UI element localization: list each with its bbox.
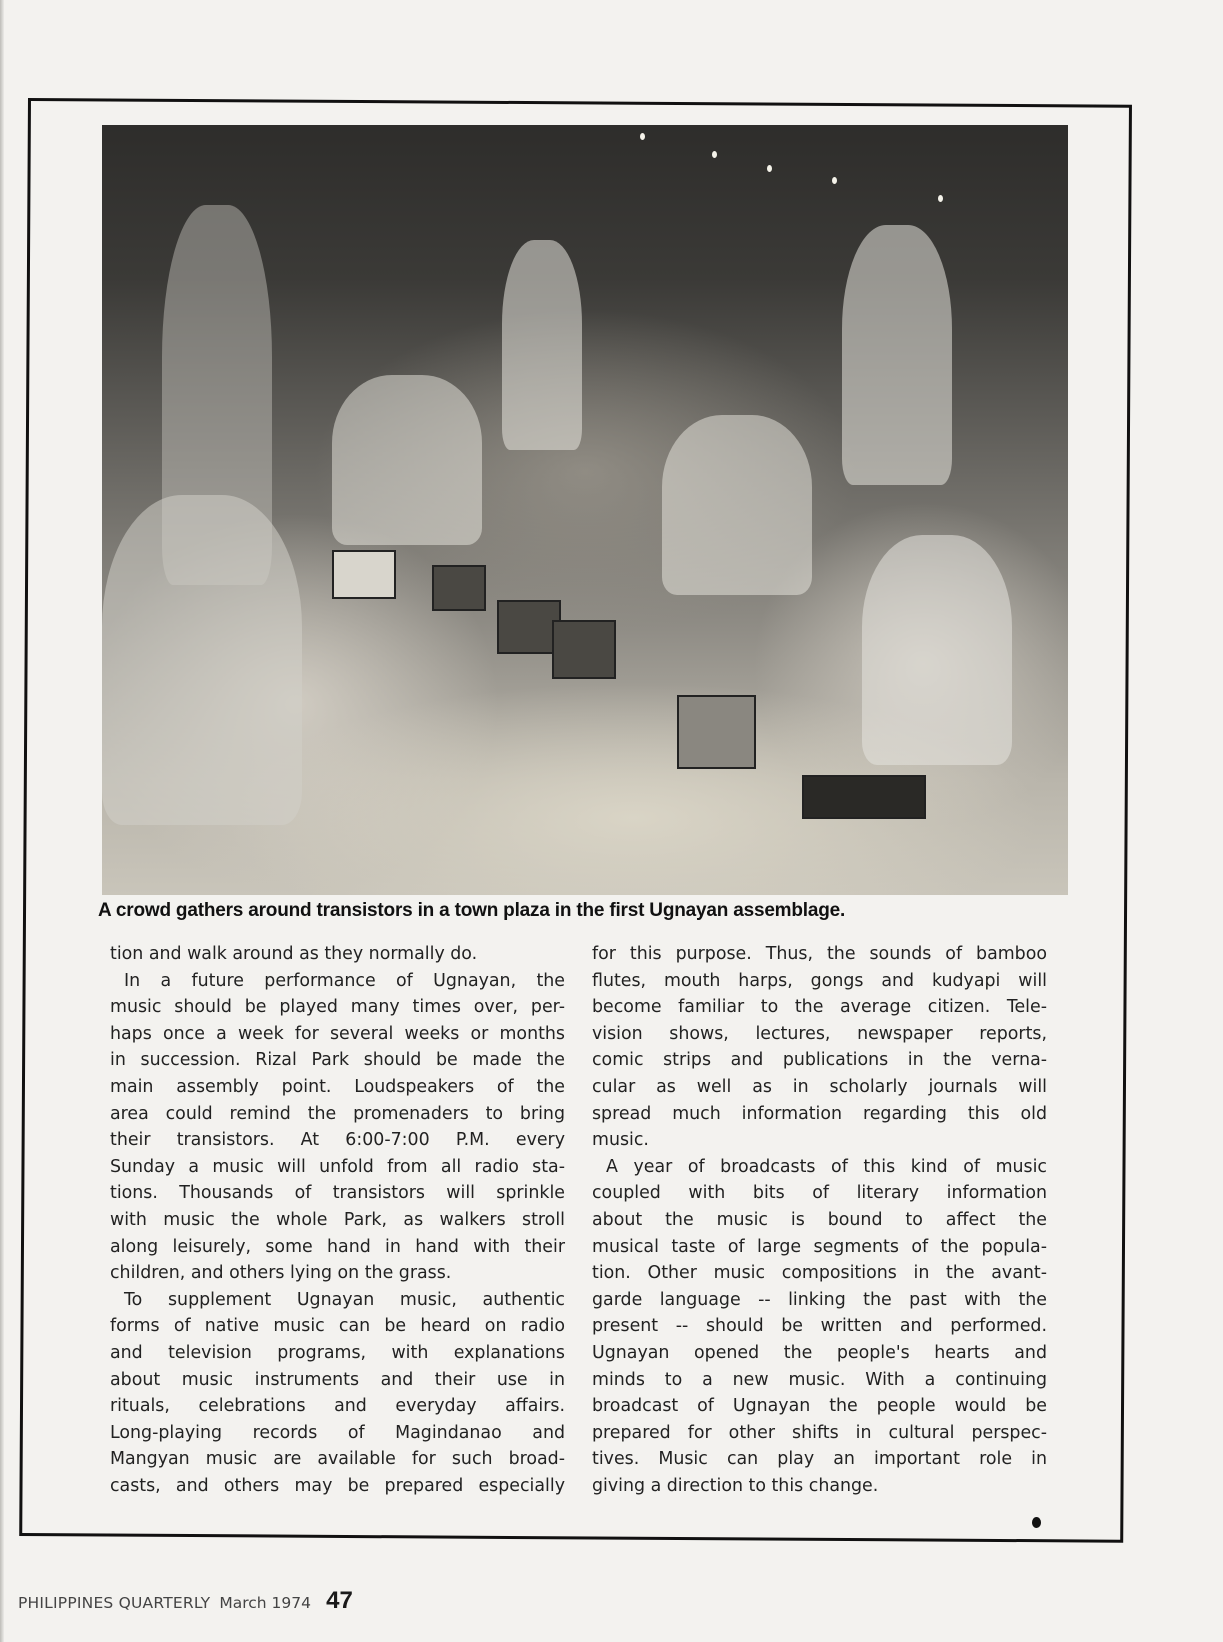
article-column-right [592, 941, 1047, 1499]
text-line: main assembly point. Loudspeakers of the [110, 1076, 565, 1097]
text-line: comic strips and publications in the verna- [592, 1050, 1047, 1071]
kneeling-youth-figure [862, 535, 1012, 765]
text-line: A year of broadcasts of this kind of music [606, 1156, 1047, 1177]
transistor-radio [332, 550, 396, 599]
text-line: music. [592, 1130, 649, 1151]
text-line: along leisurely, some hand in hand with their [110, 1236, 565, 1257]
man-arms-crossed-figure [842, 225, 952, 485]
text-line: in succession. Rizal Park should be made the [110, 1050, 565, 1071]
text-line: and television programs, with explanations [110, 1342, 565, 1363]
seated-boys-figure [332, 375, 482, 545]
woman-in-dress-figure [502, 240, 582, 450]
text-line: giving a direction to this change. [592, 1475, 879, 1496]
text-line: tives. Music can play an important role in [592, 1449, 1047, 1470]
text-line: area could remind the promenaders to bring [110, 1103, 565, 1124]
light-bulb [712, 151, 717, 158]
bullet-end-mark-icon [1032, 1517, 1041, 1528]
crowd-photo [102, 125, 1068, 895]
text-line: about the music is bound to affect the [592, 1209, 1047, 1230]
text-line: tions. Thousands of transistors will sprinkle [110, 1183, 565, 1204]
transistor-radio [432, 565, 486, 611]
light-bulb [938, 195, 943, 202]
transistor-radio [552, 620, 616, 679]
text-line: Sunday a music will unfold from all radio sta- [110, 1156, 565, 1177]
publication-name: PHILIPPINES QUARTERLY [18, 1594, 211, 1612]
seated-men-figure [662, 415, 812, 595]
text-line: forms of native music can be heard on radio [110, 1316, 565, 1337]
text-line: cular as well as in scholarly journals will [592, 1076, 1047, 1097]
text-line: prepared for other shifts in cultural perspec- [592, 1422, 1047, 1443]
text-line: tion. Other music compositions in the avant- [592, 1263, 1047, 1284]
light-bulb [832, 177, 837, 184]
text-line: present -- should be written and performed. [592, 1316, 1047, 1337]
text-line: for this purpose. Thus, the sounds of bamboo [592, 944, 1047, 964]
page-number: 47 [326, 1587, 353, 1614]
text-line: garde language -- linking the past with the [592, 1289, 1047, 1310]
text-line: minds to a new music. With a continuing [592, 1369, 1047, 1390]
text-line: haps once a week for several weeks or months [110, 1023, 565, 1044]
light-bulb [767, 165, 772, 172]
page-footer [18, 1587, 353, 1615]
text-line: broadcast of Ugnayan the people would be [592, 1396, 1047, 1417]
text-line: with music the whole Park, as walkers stroll [110, 1209, 565, 1230]
text-line: rituals, celebrations and everyday affairs. [110, 1396, 565, 1417]
text-line: about music instruments and their use in [110, 1369, 565, 1390]
text-line: music should be played many times over, per- [110, 997, 565, 1018]
text-line: spread much information regarding this old [592, 1103, 1047, 1124]
text-line: casts, and others may be prepared especially [110, 1475, 565, 1496]
article-column-left [110, 941, 565, 1499]
page-binding-edge [0, 0, 4, 1642]
text-line: children, and others lying on the grass. [110, 1263, 452, 1284]
photo-caption: A crowd gathers around transistors in a town plaza in the first Ugnayan assemblage. [98, 900, 846, 921]
text-line: Long-playing records of Magindanao and [110, 1422, 565, 1443]
transistor-radio [677, 695, 756, 769]
text-line: coupled with bits of literary information [592, 1183, 1047, 1204]
issue-date: March 1974 [219, 1594, 311, 1612]
transistor-radio [802, 775, 926, 819]
text-line: In a future performance of Ugnayan, the [124, 970, 565, 991]
text-line: musical taste of large segments of the popula- [592, 1236, 1047, 1257]
text-line: Mangyan music are available for such broad- [110, 1449, 565, 1470]
text-line: vision shows, lectures, newspaper reports, [592, 1023, 1047, 1044]
light-bulb [640, 133, 645, 140]
crouching-man-figure [102, 495, 302, 825]
text-line: become familiar to the average citizen. Tele- [592, 997, 1047, 1018]
text-line: Ugnayan opened the people's hearts and [592, 1342, 1047, 1363]
text-line: their transistors. At 6:00-7:00 P.M. every [110, 1130, 565, 1151]
text-line: flutes, mouth harps, gongs and kudyapi will [592, 970, 1047, 991]
text-line: tion and walk around as they normally do. [110, 944, 478, 964]
text-line: To supplement Ugnayan music, authentic [124, 1289, 565, 1310]
